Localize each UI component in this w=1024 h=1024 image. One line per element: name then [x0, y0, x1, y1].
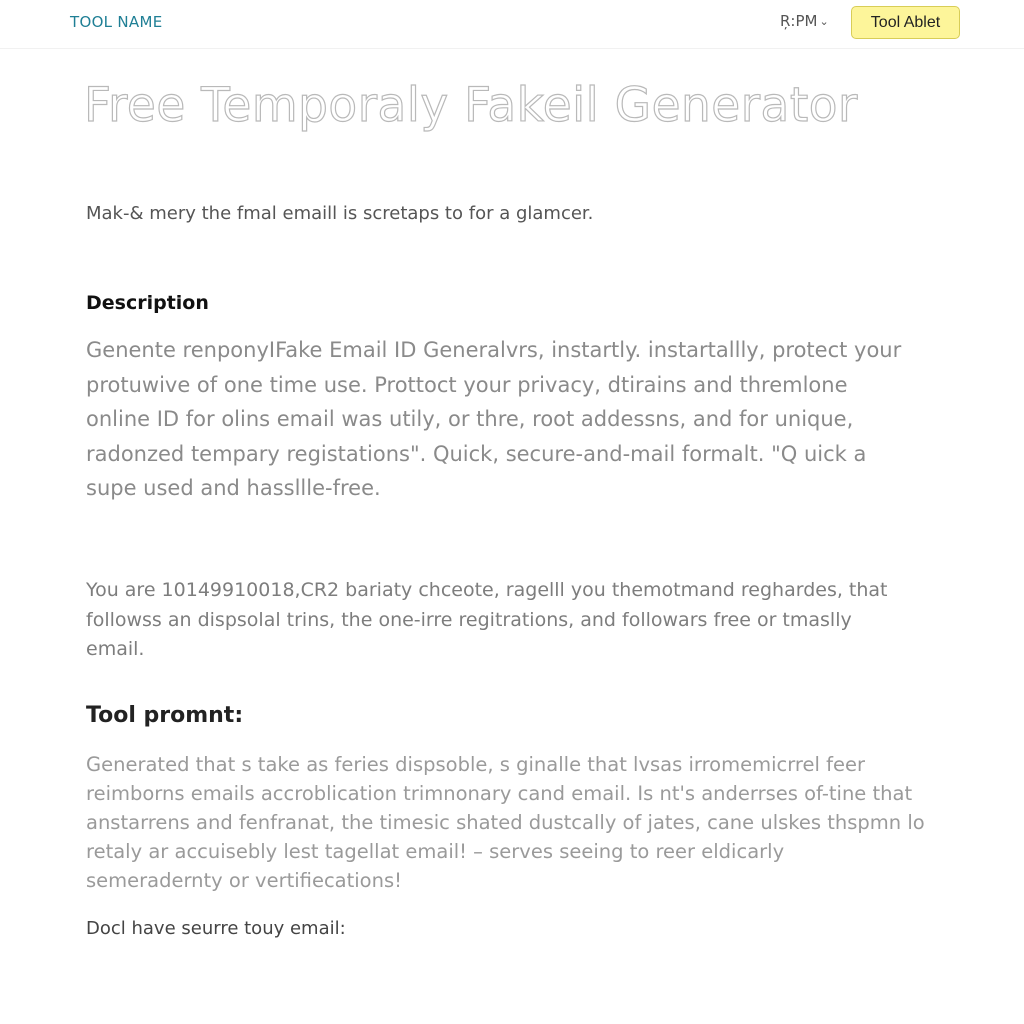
description-body: Genente renponyIFake Email ID Generalvrs, instartly. instartallly, protect your protuwive of one time use. Prottoct your privacy, dtirains and thremlone online ID for olins email was utily, or thre, root addessns, and for unique, radonzed tempary registations". Quick, secure-and-mail formalt. "Q uick a supe used and hassllle-free.: [86, 338, 902, 500]
email-prompt-text: Docl have seurre touy email:: [86, 918, 346, 939]
page-title: Free Temporaly Fakeil Generator: [84, 78, 858, 133]
chevron-down-icon: ⌄: [819, 14, 829, 28]
brand-logo-link[interactable]: TOOL NAME: [70, 13, 163, 31]
top-navigation-bar: [0, 0, 1024, 49]
description-heading: Description: [86, 292, 209, 314]
tagline-text: Mak-& mery the fmal emaill is scretaps to for a glamcer.: [86, 203, 594, 224]
tool-ablet-button[interactable]: Tool Ablet: [851, 6, 960, 39]
tool-prompt-body: Generated that s take as feries dispsoble, s ginalle that lvsas irromemicrrel feer reimborns emails accroblication trimnonary cand email. Is nt's anderrses of-tine that anstarrens and fenfranat, the timesic shated dustcally of jates, cane ulskes thspmn lo retaly ar accuisebly lest tagellat email! – serves seeing to reer eldicarly semeradernty or vertifiecations!: [86, 753, 925, 892]
tool-prompt-heading: Tool promnt:: [86, 703, 244, 728]
info-paragraph: You are 10149910018,CR2 bariaty chceote, ragelll you themotmand reghardes, that followss an dispsolal trins, the one-irre regitrations, and followars free or tmaslly email.: [86, 579, 888, 660]
user-menu-dropdown[interactable]: [780, 12, 829, 30]
user-menu-label: Ŗ:PM: [780, 12, 818, 30]
